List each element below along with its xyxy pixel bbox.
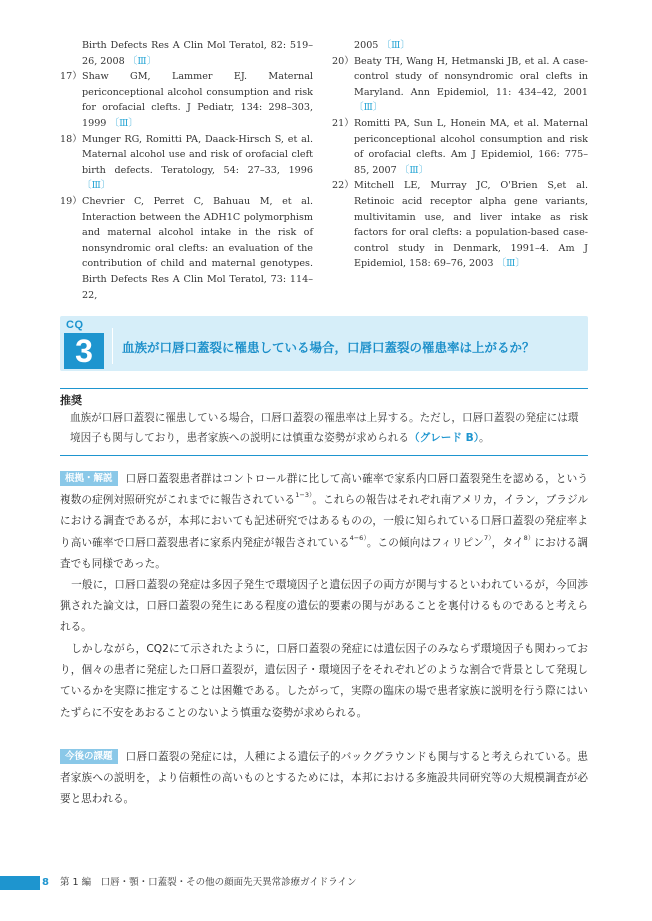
basis-paragraph-1: 根拠・解説 口唇口蓋裂患者群はコントロール群に比して高い確率で家系内口唇口蓋裂発生を認める，という複数の症例対照研究がこれまでに報告されている$^{1-3)}$。これらの報告はそれぞれ南アメリカ，イラン，ブラジルにおける調査であるが，本邦においても記述研究ではあるものの，一般に知られている口唇口蓋裂の発症率より高い確率で口唇口蓋裂患者に家系内発症が報告されている$^{4-6)}$。この傾向はフィリピン$^{7)}$，タイ$^{8)}$における調査でも同様であった。 [60, 473, 589, 570]
reference-text: Beaty TH, Wang H, Hetmanski JB, et al. A case-control study of nonsyndromic oral clefts in Maryland. Ann Epidemiol, 11: 434–42, 2001 [354, 55, 588, 98]
future-tag: 今後の課題 [60, 749, 118, 764]
evidence-grade: 〔Ⅲ〕 [399, 164, 429, 176]
reference-number: 18） [60, 133, 82, 145]
evidence-grade: 〔Ⅲ〕 [354, 102, 383, 114]
references-left-column [60, 38, 313, 303]
reference-number: 17） [60, 71, 82, 83]
reference-item [332, 116, 588, 178]
reference-number: 20） [332, 55, 354, 67]
cq-header [60, 316, 588, 371]
references-right-column [332, 38, 588, 272]
evidence-grade: 〔Ⅲ〕 [127, 55, 157, 67]
reference-text: Munger RG, Romitti PA, Daack-Hirsch S, et al. Maternal alcohol use and risk of orofacial cleft birth defects. Teratology, 54: 27–33, 1996 [82, 133, 313, 176]
recommendation-grade: （グレード B） [409, 432, 480, 444]
reference-item [60, 132, 313, 194]
reference-text: Romitti PA, Sun L, Honein MA, et al. Maternal periconceptional alcohol consumption and risk of orofacial clefts. Am J Epidemiol, 166: 775–85, 2007 [354, 117, 588, 176]
evidence-grade: 〔Ⅲ〕 [496, 258, 525, 270]
footer-running-title: 第 1 編 口唇・顎・口蓋裂・その他の顔面先天異常診療ガイドライン [60, 877, 357, 888]
future-issues-paragraph: 今後の課題 口唇口蓋裂の発症には，人種による遺伝子的バックグラウンドも関与すると考えられている。患者家族への説明を，より信頼性の高いものとするためには，本邦における多施設共同研究等の大規模調査が必要と思われる。 [60, 751, 588, 806]
citation: 8） [523, 533, 535, 542]
recommendation-top-rule [60, 388, 588, 389]
reference-item [332, 54, 588, 116]
evidence-grade: 〔Ⅲ〕 [381, 40, 410, 51]
page-number: 8 [42, 877, 49, 888]
basis-tag: 根拠・解説 [60, 471, 118, 486]
recommendation-bottom-rule [60, 455, 588, 456]
cq-number-badge: 3 [64, 333, 104, 369]
evidence-grade: 〔Ⅲ〕 [109, 117, 138, 129]
reference-item [332, 178, 588, 272]
basis-paragraph-2: 一般に，口唇口蓋裂の発症は多因子発生で環境因子と遺伝因子の両方が関与するといわれているが，今回渉猟された論文は，口唇口蓋裂の発生にある程度の遺伝的要素の関与があることを裏付けるものであると考えられる。 [60, 579, 588, 634]
reference-text: Chevrier C, Perret C, Bahuau M, et al. Interaction between the ADH1C polymorphism and maternal alcohol intake in the risk of nonsyndromic oral clefts: an evaluation of the contribution of child and maternal genotypes. Birth Defects Res A Clin Mol Teratol, 73: 114–22, [82, 195, 313, 301]
citation: 1−3） [295, 491, 313, 500]
citation: 7） [483, 533, 492, 542]
reference-text: Mitchell LE, Murray JC, O'Brien S,et al. Retinoic acid receptor alpha gene variants, multivitamin use, and liver intake as risk factors for oral clefts: a population-based case-control study in Denmark, 1991–4. Am J Epidemiol, 158: 69–76, 2003 [354, 180, 588, 270]
reference-item [60, 69, 313, 131]
reference-number: 21） [332, 117, 354, 129]
evidence-grade: 〔Ⅲ〕 [82, 180, 111, 192]
reference-number: 22） [332, 180, 354, 192]
reference-item [60, 194, 313, 303]
cq-divider [112, 328, 113, 364]
reference-text: 2005 [354, 40, 379, 51]
reference-item [60, 38, 313, 69]
footer-accent-bar [0, 876, 40, 890]
cq-title: 血族が口唇口蓋裂に罹患している場合，口唇口蓋裂の罹患率は上がるか？ [122, 340, 535, 355]
recommendation-text: 血族が口唇口蓋裂に罹患している場合，口唇口蓋裂の罹患率は上昇する。ただし，口唇口蓋裂の発症には環境因子も関与しており，患者家族への説明には慎重な姿勢が求められる（グレード B）。 [70, 412, 579, 444]
citation: 4−6） [349, 533, 367, 542]
reference-text: Shaw GM, Lammer EJ. Maternal periconceptional alcohol consumption and risk for orofacial clefts. J Pediatr, 134: 298–303, 1999 [82, 71, 313, 129]
reference-text: Birth Defects Res A Clin Mol Teratol, 82: 519–26, 2008 [82, 40, 313, 67]
reference-number: 19） [60, 195, 82, 207]
recommendation-heading: 推奨 [60, 394, 82, 407]
cq-label: CQ [66, 319, 84, 331]
reference-item [332, 38, 588, 54]
basis-paragraph-3: しかしながら，CQ2にて示されたように，口唇口蓋裂の発症には遺伝因子のみならず環境因子も関わっており，個々の患者に発症した口唇口蓋裂が，遺伝因子・環境因子をそれぞれどのような割合で背景として発現しているかを実際に推定することは困難である。したがって，実際の臨床の場で患者家族に説明を行う際にはいたずらに不安をあおることのないよう慎重な姿勢が求められる。 [60, 643, 588, 719]
